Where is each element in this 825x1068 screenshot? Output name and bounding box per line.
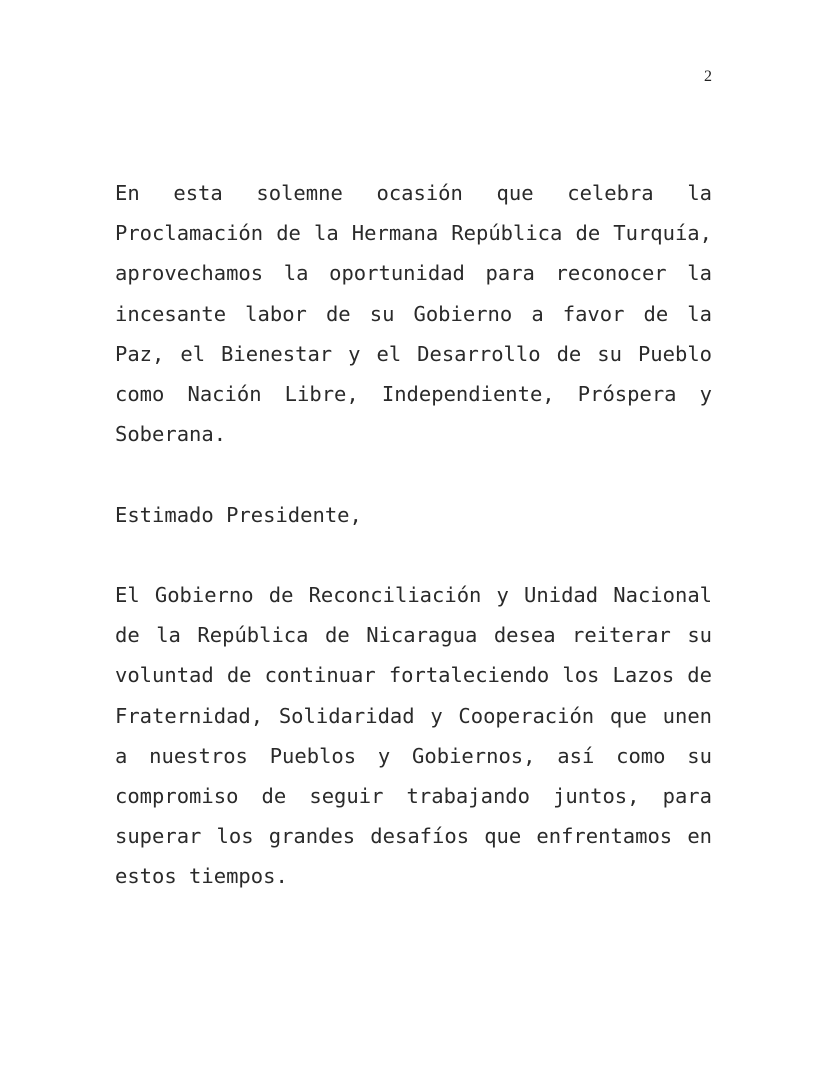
page-number: 2 bbox=[704, 68, 712, 85]
paragraph-proclamation: En esta solemne ocasión que celebra la Proclamación de la Hermana República de Turquía, aprovechamos la oportunidad para reconocer la incesante labor de su Gobierno a favor de la Paz, el Bienestar y el Desarrollo de su Pueblo como Nación Libre, Independiente, Próspera y Soberana. bbox=[115, 181, 712, 447]
paragraph-cooperation: El Gobierno de Reconciliación y Unidad Nacional de la República de Nicaragua desea reiterar su voluntad de continuar fortaleciendo los Lazos de Fraternidad, Solidaridad y Cooperación que unen a nuestros Pueblos y Gobiernos, así como su compromiso de seguir trabajando juntos, para superar los grandes desafíos que enfrentamos en estos tiempos. bbox=[115, 583, 712, 889]
salutation: Estimado Presidente, bbox=[115, 503, 362, 527]
